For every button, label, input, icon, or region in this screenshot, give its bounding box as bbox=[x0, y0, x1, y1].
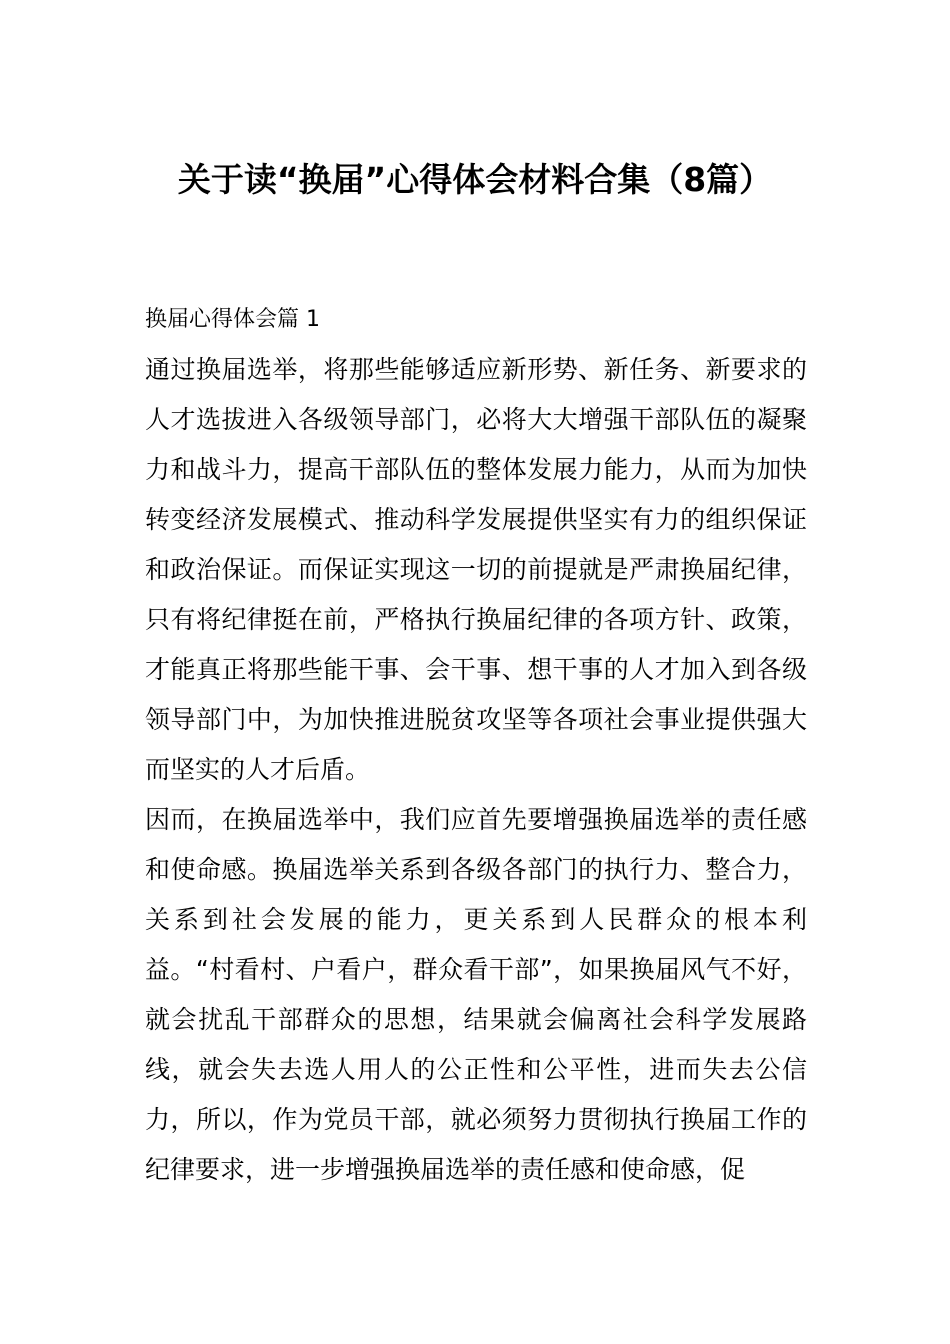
paragraph-1: 通过换届选举，将那些能够适应新形势、新任务、新要求的人才选拔进入各级领导部门，必将大大增强干部队伍的凝聚力和战斗力，提高干部队伍的整体发展力能力，从而为加快转变经济发展模式、推动科学发展提供坚实有力的组织保证和政治保证。而保证实现这一切的前提就是严肃换届纪律，只有将纪律挺在前，严格执行换届纪律的各项方针、政策，才能真正将那些能干事、会干事、想干事的人才加入到各级领导部门中，为加快推进脱贫攻坚等各项社会事业提供强大而坚实的人才后盾。 bbox=[145, 355, 807, 784]
section-heading: 换届心得体会篇 1 bbox=[145, 307, 320, 332]
document-body bbox=[145, 295, 807, 1195]
document-title: 关于读“换届”心得体会材料合集（8篇） bbox=[177, 160, 773, 199]
paragraph-2: 因而，在换届选举中，我们应首先要增强换届选举的责任感和使命感。换届选举关系到各级各部门的执行力、整合力，关系到社会发展的能力，更关系到人民群众的根本利益。“村看村、户看户，群众看干部”，如果换届风气不好，就会扰乱干部群众的思想，结果就会偏离社会科学发展路线，就会失去选人用人的公正性和公平性，进而失去公信力，所以，作为党员干部，就必须努力贯彻执行换届工作的纪律要求，进一步增强换届选举的责任感和使命感，促 bbox=[145, 805, 807, 1184]
